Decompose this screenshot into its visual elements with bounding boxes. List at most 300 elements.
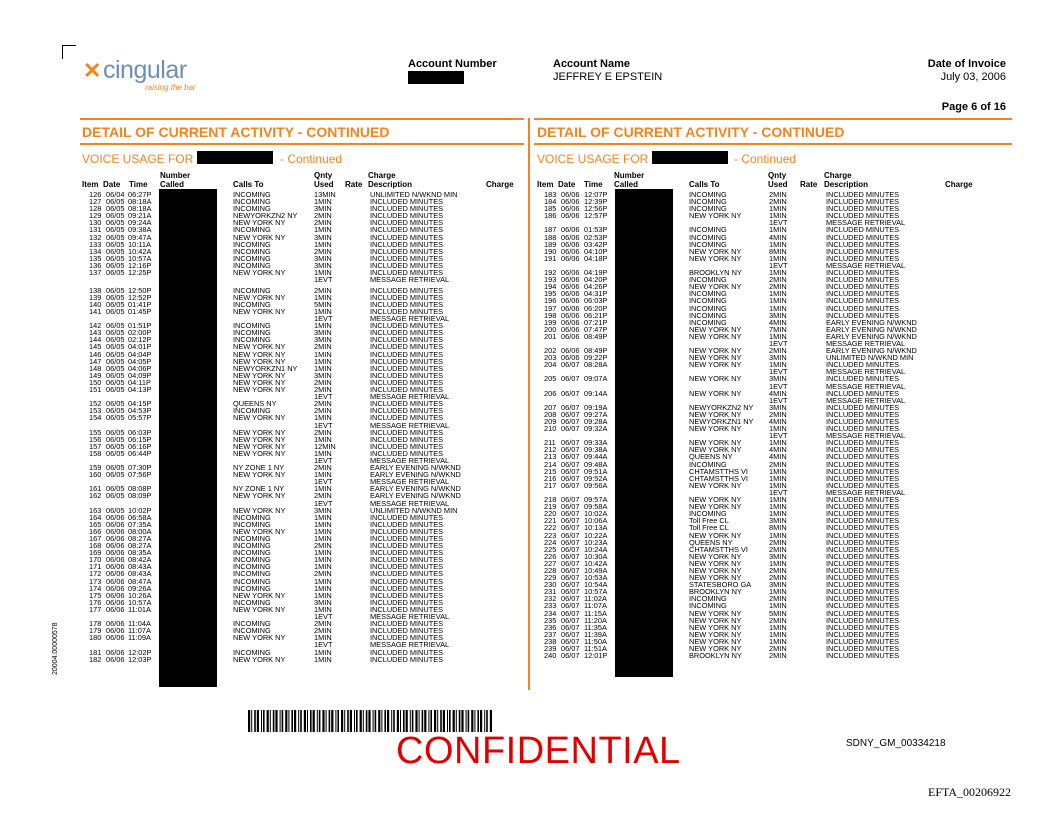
cell-qnty: 1MIN — [769, 225, 787, 235]
cell-time: 09:38A — [128, 225, 152, 235]
barcode-bar — [461, 710, 463, 732]
barcode-bar — [397, 710, 399, 732]
cell-time: 08:27A — [128, 541, 152, 551]
redaction-block — [408, 71, 464, 84]
cell-calls_to: NEW YORK NY — [233, 470, 286, 480]
cell-item: 203 — [544, 353, 557, 363]
cell-calls_to: INCOMING — [689, 310, 727, 320]
cell-qnty: 1EVT — [314, 498, 333, 508]
cell-qnty: 1MIN — [314, 356, 332, 366]
cell-qnty: 1EVT — [769, 367, 788, 377]
cell-qnty: 1MIN — [314, 526, 332, 536]
cell-time: 04:26P — [584, 282, 608, 292]
cell-description: INCLUDED MINUTES — [826, 303, 900, 313]
cingular-logo — [83, 56, 213, 96]
cell-item: 232 — [544, 594, 557, 604]
cell-item: 211 — [544, 438, 556, 448]
cell-description: INCLUDED MINUTES — [826, 445, 900, 455]
cell-item: 186 — [544, 211, 557, 221]
cell-description: INCLUDED MINUTES — [826, 495, 900, 505]
cell-qnty: 3MIN — [314, 370, 332, 380]
barcode-bar — [354, 710, 355, 732]
cell-description: MESSAGE RETRIEVAL — [826, 367, 906, 377]
cell-item: 207 — [544, 402, 557, 412]
cell-date: 06/07 — [561, 544, 580, 554]
cell-calls_to: INCOMING — [233, 328, 271, 338]
cell-date: 06/07 — [561, 537, 580, 547]
cell-calls_to: NEW YORK NY — [689, 438, 742, 448]
cell-item: 210 — [544, 424, 557, 434]
cell-description: MESSAGE RETRIEVAL — [370, 275, 450, 285]
cell-description: INCLUDED MINUTES — [370, 562, 444, 572]
cell-item: 174 — [89, 583, 102, 593]
barcode-bar — [304, 710, 306, 732]
cell-date: 06/07 — [561, 438, 580, 448]
cell-time: 09:48A — [584, 459, 608, 469]
cell-description: INCLUDED MINUTES — [370, 377, 444, 387]
cell-date: 06/06 — [106, 654, 125, 664]
cell-calls_to: NEW YORK NY — [689, 282, 742, 292]
cell-time: 10:42A — [584, 558, 608, 568]
cell-description: INCLUDED MINUTES — [370, 512, 444, 522]
cell-qnty: 1MIN — [314, 349, 332, 359]
cell-qnty: 1EVT — [314, 314, 333, 324]
cell-calls_to: INCOMING — [233, 246, 271, 256]
cell-date: 06/05 — [106, 197, 125, 207]
bates-number: SDNY_GM_00334218 — [846, 738, 946, 749]
cell-description: INCLUDED MINUTES — [370, 526, 444, 536]
cell-qnty: 2MIN — [769, 346, 787, 356]
barcode-bar — [261, 710, 262, 732]
cell-description: UNLIMITED N/WKND MIN — [826, 353, 914, 363]
cell-calls_to: NEWYORKZN1 NY — [233, 363, 298, 373]
cell-calls_to: INCOMING — [689, 225, 727, 235]
cell-item: 159 — [89, 463, 102, 473]
cell-date: 06/05 — [106, 218, 125, 228]
barcode-bar — [275, 710, 277, 732]
barcode-bar — [468, 710, 470, 732]
cell-calls_to: NEW YORK NY — [689, 551, 742, 561]
cell-description: INCLUDED MINUTES — [370, 342, 444, 352]
cell-calls_to: INCOMING — [233, 647, 271, 657]
table-row — [0, 652, 1056, 659]
cell-description: EARLY EVENING N/WKND — [370, 484, 461, 494]
cell-item: 131 — [89, 225, 102, 235]
barcode-bar — [363, 710, 364, 732]
cell-date: 06/06 — [561, 253, 580, 263]
cell-time: 11:20A — [584, 615, 607, 625]
cell-item: 231 — [544, 587, 557, 597]
cell-date: 06/05 — [106, 434, 125, 444]
cell-qnty: 1MIN — [314, 268, 332, 278]
redaction-block — [652, 151, 728, 164]
cell-time: 09:51A — [584, 466, 608, 476]
cell-description: MESSAGE RETRIEVAL — [826, 431, 906, 441]
cell-time: 12:16P — [128, 260, 152, 270]
cell-qnty: 4MIN — [769, 388, 787, 398]
cell-date: 06/07 — [561, 374, 580, 384]
cell-time: 06:16P — [128, 441, 152, 451]
cell-calls_to: NEW YORK NY — [233, 377, 286, 387]
cell-time: 11:15A — [584, 608, 607, 618]
cell-calls_to: BROOKLYN NY — [689, 587, 742, 597]
cell-qnty: 2MIN — [314, 619, 332, 629]
barcode-bar — [447, 710, 448, 732]
cell-calls_to: NEW YORK NY — [689, 573, 742, 583]
barcode-bar — [466, 710, 467, 732]
cell-item: 160 — [89, 470, 102, 480]
cell-calls_to: INCOMING — [233, 626, 271, 636]
cell-qnty: 2MIN — [769, 565, 787, 575]
cell-item: 209 — [544, 417, 557, 426]
cell-description: INCLUDED MINUTES — [826, 523, 900, 533]
cell-item: 154 — [89, 413, 102, 423]
cell-date: 06/05 — [106, 204, 125, 214]
cell-calls_to: INCOMING — [233, 512, 271, 522]
barcode-bar — [449, 710, 451, 732]
cell-qnty: 2MIN — [314, 285, 332, 295]
cell-description: INCLUDED MINUTES — [826, 551, 900, 561]
cell-calls_to: NEW YORK NY — [233, 385, 286, 395]
cell-time: 04:15P — [128, 399, 152, 409]
cell-qnty: 1MIN — [769, 530, 787, 540]
col-charge: Charge — [824, 171, 852, 180]
cell-description: INCLUDED MINUTES — [370, 370, 444, 380]
cell-qnty: 2MIN — [314, 569, 332, 579]
cell-date: 06/07 — [561, 402, 580, 412]
cell-time: 09:38A — [584, 445, 608, 455]
cell-qnty: 1MIN — [314, 321, 332, 331]
cell-qnty: 2MIN — [769, 459, 787, 469]
cell-qnty: 1MIN — [314, 647, 332, 657]
cell-qnty: 1MIN — [314, 654, 332, 664]
cell-time: 04:18P — [584, 253, 608, 263]
cell-time: 09:19A — [584, 402, 608, 412]
barcode-bar — [282, 710, 284, 732]
cell-qnty: 1MIN — [314, 534, 332, 543]
cell-calls_to: NEW YORK NY — [233, 307, 286, 316]
cell-description: INCLUDED MINUTES — [370, 204, 444, 214]
cell-description: INCLUDED MINUTES — [370, 604, 444, 614]
cell-calls_to: INCOMING — [689, 204, 727, 214]
cell-description: INCLUDED MINUTES — [826, 629, 900, 639]
cell-description: INCLUDED MINUTES — [826, 232, 900, 242]
cell-description: INCLUDED MINUTES — [370, 299, 444, 309]
cell-item: 182 — [89, 654, 102, 664]
cell-date: 06/05 — [106, 370, 125, 380]
cell-calls_to: NEW YORK NY — [233, 448, 286, 458]
cell-item: 161 — [89, 484, 102, 494]
cell-date: 06/06 — [561, 211, 580, 221]
cell-date: 06/06 — [561, 324, 580, 334]
cell-description: INCLUDED MINUTES — [370, 246, 444, 256]
cell-description: INCLUDED MINUTES — [370, 406, 444, 416]
cell-calls_to: NEW YORK NY — [689, 495, 742, 505]
cell-description: INCLUDED MINUTES — [826, 502, 900, 512]
cell-description: INCLUDED MINUTES — [370, 576, 444, 586]
cell-time: 08:09P — [128, 491, 152, 501]
cell-calls_to: NEW YORK NY — [689, 558, 742, 568]
cell-calls_to: INCOMING — [689, 317, 727, 327]
cell-description: INCLUDED MINUTES — [826, 402, 900, 412]
cell-item: 202 — [544, 346, 557, 356]
cell-item: 184 — [544, 197, 557, 207]
cell-calls_to: INCOMING — [689, 239, 727, 249]
cell-time: 10:22A — [584, 530, 608, 540]
cell-date: 06/06 — [561, 353, 580, 363]
cell-date: 06/05 — [106, 484, 125, 494]
cell-time: 12:50P — [128, 285, 152, 295]
cingular-x-icon: ✕ — [83, 58, 102, 83]
cell-date: 06/07 — [561, 587, 580, 597]
cell-qnty: 3MIN — [314, 260, 332, 270]
barcode-bar — [459, 710, 461, 732]
cell-description: INCLUDED MINUTES — [826, 509, 900, 519]
cell-description: INCLUDED MINUTES — [370, 307, 444, 316]
cell-calls_to: NEW YORK NY — [689, 324, 742, 334]
cell-time: 11:39A — [584, 629, 607, 639]
cell-calls_to: INCOMING — [233, 541, 271, 551]
barcode-bar — [300, 710, 302, 732]
cell-description: EARLY EVENING N/WKND — [370, 470, 461, 480]
cell-time: 04:01P — [128, 342, 152, 352]
cell-description: MESSAGE RETRIEVAL — [826, 381, 906, 391]
account-name-label: Account Name — [553, 58, 631, 70]
cell-date: 06/05 — [106, 413, 125, 423]
col-number: Number — [160, 171, 191, 180]
usage-table-right — [0, 191, 1056, 659]
cell-calls_to: NEW YORK NY — [689, 211, 742, 221]
barcode-bar — [317, 710, 318, 732]
cell-calls_to: INCOMING — [233, 239, 271, 249]
barcode-bar — [484, 710, 485, 732]
cell-calls_to: INCOMING — [233, 597, 271, 607]
cell-qnty: 1MIN — [769, 296, 787, 306]
cell-item: 156 — [89, 434, 102, 444]
cell-calls_to: BROOKLYN NY — [689, 651, 742, 661]
cell-qnty: 1EVT — [314, 275, 333, 285]
cell-date: 06/06 — [561, 331, 580, 341]
cell-time: 06:03P — [128, 427, 152, 437]
cell-item: 129 — [89, 211, 102, 221]
barcode-bar — [453, 710, 455, 732]
cell-date: 06/07 — [561, 573, 580, 583]
cell-calls_to: INCOMING — [233, 576, 271, 586]
cell-calls_to: NEWYORKZN2 NY — [233, 211, 298, 221]
cell-calls_to: INCOMING — [689, 190, 727, 199]
cell-description: INCLUDED MINUTES — [370, 335, 444, 345]
cell-qnty: 2MIN — [314, 211, 332, 221]
crop-mark — [62, 45, 76, 46]
account-number-label: Account Number — [408, 58, 497, 70]
cell-item: 136 — [89, 260, 102, 270]
cell-time: 11:04A — [128, 619, 151, 629]
col-rate: Rate — [800, 180, 818, 189]
cell-date: 06/05 — [106, 463, 125, 473]
cell-qnty: 1MIN — [314, 292, 332, 302]
barcode-bar — [424, 710, 426, 732]
cell-time: 10:30A — [584, 551, 608, 561]
cell-item: 180 — [89, 633, 102, 643]
cell-time: 10:57A — [128, 597, 152, 607]
cell-time: 11:01A — [128, 604, 151, 614]
cell-calls_to: INCOMING — [233, 534, 271, 543]
cell-date: 06/07 — [561, 608, 580, 618]
barcode-bar — [319, 710, 321, 732]
cell-qnty: 4MIN — [769, 317, 787, 327]
cell-item: 215 — [544, 466, 557, 476]
cell-qnty: 1MIN — [769, 424, 787, 434]
cell-item: 148 — [89, 363, 102, 373]
cell-date: 06/05 — [106, 239, 125, 249]
cell-time: 11:02A — [584, 594, 607, 604]
cell-item: 132 — [89, 232, 102, 242]
cell-description: INCLUDED MINUTES — [826, 480, 900, 490]
section-rule — [80, 118, 524, 120]
cell-qnty: 1MIN — [769, 253, 787, 263]
cell-description: INCLUDED MINUTES — [370, 448, 444, 458]
cell-qnty: 1MIN — [769, 601, 787, 611]
cell-description: INCLUDED MINUTES — [370, 519, 444, 529]
barcode-bar — [344, 710, 345, 732]
cell-time: 06:15P — [128, 434, 152, 444]
cell-qnty: 3MIN — [314, 204, 332, 214]
cell-item: 214 — [544, 459, 557, 469]
cell-description: INCLUDED MINUTES — [370, 626, 444, 636]
cell-calls_to: QUEENS NY — [689, 452, 733, 462]
cell-description: INCLUDED MINUTES — [370, 268, 444, 278]
redaction-block — [197, 151, 273, 164]
cell-time: 12:39P — [584, 197, 608, 207]
cell-item: 149 — [89, 370, 102, 380]
cell-item: 189 — [544, 239, 557, 249]
cell-qnty: 1EVT — [769, 218, 788, 228]
cell-time: 08:27A — [128, 534, 152, 543]
cell-qnty: 1MIN — [769, 558, 787, 568]
cell-qnty: 2MIN — [769, 197, 787, 207]
cell-time: 10:02P — [128, 505, 152, 515]
cell-date: 06/05 — [106, 260, 125, 270]
cell-qnty: 1MIN — [769, 636, 787, 646]
cell-calls_to: INCOMING — [689, 303, 727, 313]
cell-date: 06/06 — [561, 282, 580, 292]
cell-calls_to: INCOMING — [233, 299, 271, 309]
cell-qnty: 1MIN — [314, 484, 332, 494]
cell-time: 08:47A — [128, 576, 152, 586]
cell-item: 204 — [544, 360, 557, 370]
cell-item: 166 — [89, 526, 102, 536]
cell-description: INCLUDED MINUTES — [826, 601, 900, 611]
cell-date: 06/05 — [106, 491, 125, 501]
cell-item: 151 — [89, 385, 102, 395]
cell-qnty: 1MIN — [314, 512, 332, 522]
cell-item: 233 — [544, 601, 557, 611]
cell-item: 158 — [89, 448, 102, 458]
cell-qnty: 1MIN — [314, 576, 332, 586]
cell-date: 06/05 — [106, 246, 125, 256]
account-name: JEFFREY E EPSTEIN — [553, 71, 663, 83]
barcode-bar — [356, 710, 358, 732]
cell-calls_to: INCOMING — [689, 289, 727, 299]
cell-date: 06/06 — [561, 197, 580, 207]
section-rule — [534, 118, 1012, 120]
barcode-bar — [456, 710, 457, 732]
section-rule — [80, 143, 524, 145]
cell-date: 06/07 — [561, 452, 580, 462]
cell-qnty: 1MIN — [314, 583, 332, 593]
cell-description: INCLUDED MINUTES — [826, 615, 900, 625]
cell-calls_to: INCOMING — [233, 321, 271, 331]
barcode-bar — [415, 710, 417, 732]
cell-date: 06/07 — [561, 480, 580, 490]
cell-qnty: 1MIN — [769, 480, 787, 490]
cell-qnty: 1MIN — [769, 331, 787, 341]
cell-qnty: 1MIN — [769, 502, 787, 512]
cell-description: INCLUDED MINUTES — [370, 225, 444, 235]
cell-calls_to: NEW YORK NY — [689, 246, 742, 256]
cell-date: 06/05 — [106, 406, 125, 416]
cell-description: INCLUDED MINUTES — [826, 417, 900, 426]
cell-time: 12:07P — [584, 190, 608, 199]
cell-description: INCLUDED MINUTES — [370, 413, 444, 423]
barcode-bar — [384, 710, 386, 732]
cell-qnty: 3MIN — [769, 580, 787, 590]
cell-item: 172 — [89, 569, 102, 579]
barcode-bar — [437, 710, 438, 732]
cell-date: 06/07 — [561, 629, 580, 639]
cell-description: UNLIMITED N/WKND MIN — [370, 190, 458, 199]
cell-item: 190 — [544, 246, 557, 256]
cell-description: INCLUDED MINUTES — [370, 218, 444, 228]
cell-item: 199 — [544, 317, 557, 327]
cell-calls_to: NEW YORK NY — [233, 427, 286, 437]
barcode-bar — [471, 710, 473, 732]
cell-description: INCLUDED MINUTES — [826, 424, 900, 434]
cell-item: 170 — [89, 555, 102, 565]
barcode-bar — [428, 710, 429, 732]
cell-item: 219 — [544, 502, 557, 512]
cell-qnty: 8MIN — [769, 523, 787, 533]
cell-qnty: 2MIN — [314, 377, 332, 387]
cell-qnty: 13MIN — [314, 190, 336, 199]
cell-qnty: 3MIN — [314, 232, 332, 242]
cell-calls_to: INCOMING — [233, 225, 271, 235]
cell-calls_to: BROOKLYN NY — [689, 268, 742, 278]
cell-time: 10:54A — [584, 580, 608, 590]
cell-description: INCLUDED MINUTES — [370, 548, 444, 558]
cell-date: 06/05 — [106, 268, 125, 278]
cell-time: 04:19P — [584, 268, 608, 278]
cell-description: MESSAGE RETRIEVAL — [370, 455, 450, 465]
cell-time: 07:30P — [128, 463, 152, 473]
cell-calls_to: NEW YORK NY — [689, 331, 742, 341]
cell-item: 144 — [89, 335, 102, 345]
cell-time: 02:53P — [584, 232, 608, 242]
cell-qnty: 1EVT — [769, 381, 788, 391]
cell-item: 217 — [544, 480, 557, 490]
cell-description: INCLUDED MINUTES — [826, 516, 900, 526]
cell-item: 155 — [89, 427, 102, 437]
side-number: 20004.00000578 — [52, 622, 59, 675]
cell-time: 12:25P — [128, 268, 152, 278]
col-date: Date — [103, 180, 121, 189]
cell-qnty: 1EVT — [314, 420, 333, 430]
cell-qnty: 2MIN — [314, 406, 332, 416]
barcode-bar — [412, 710, 414, 732]
cell-item: 168 — [89, 541, 102, 551]
cell-qnty: 8MIN — [769, 246, 787, 256]
barcode-bar — [350, 710, 352, 732]
